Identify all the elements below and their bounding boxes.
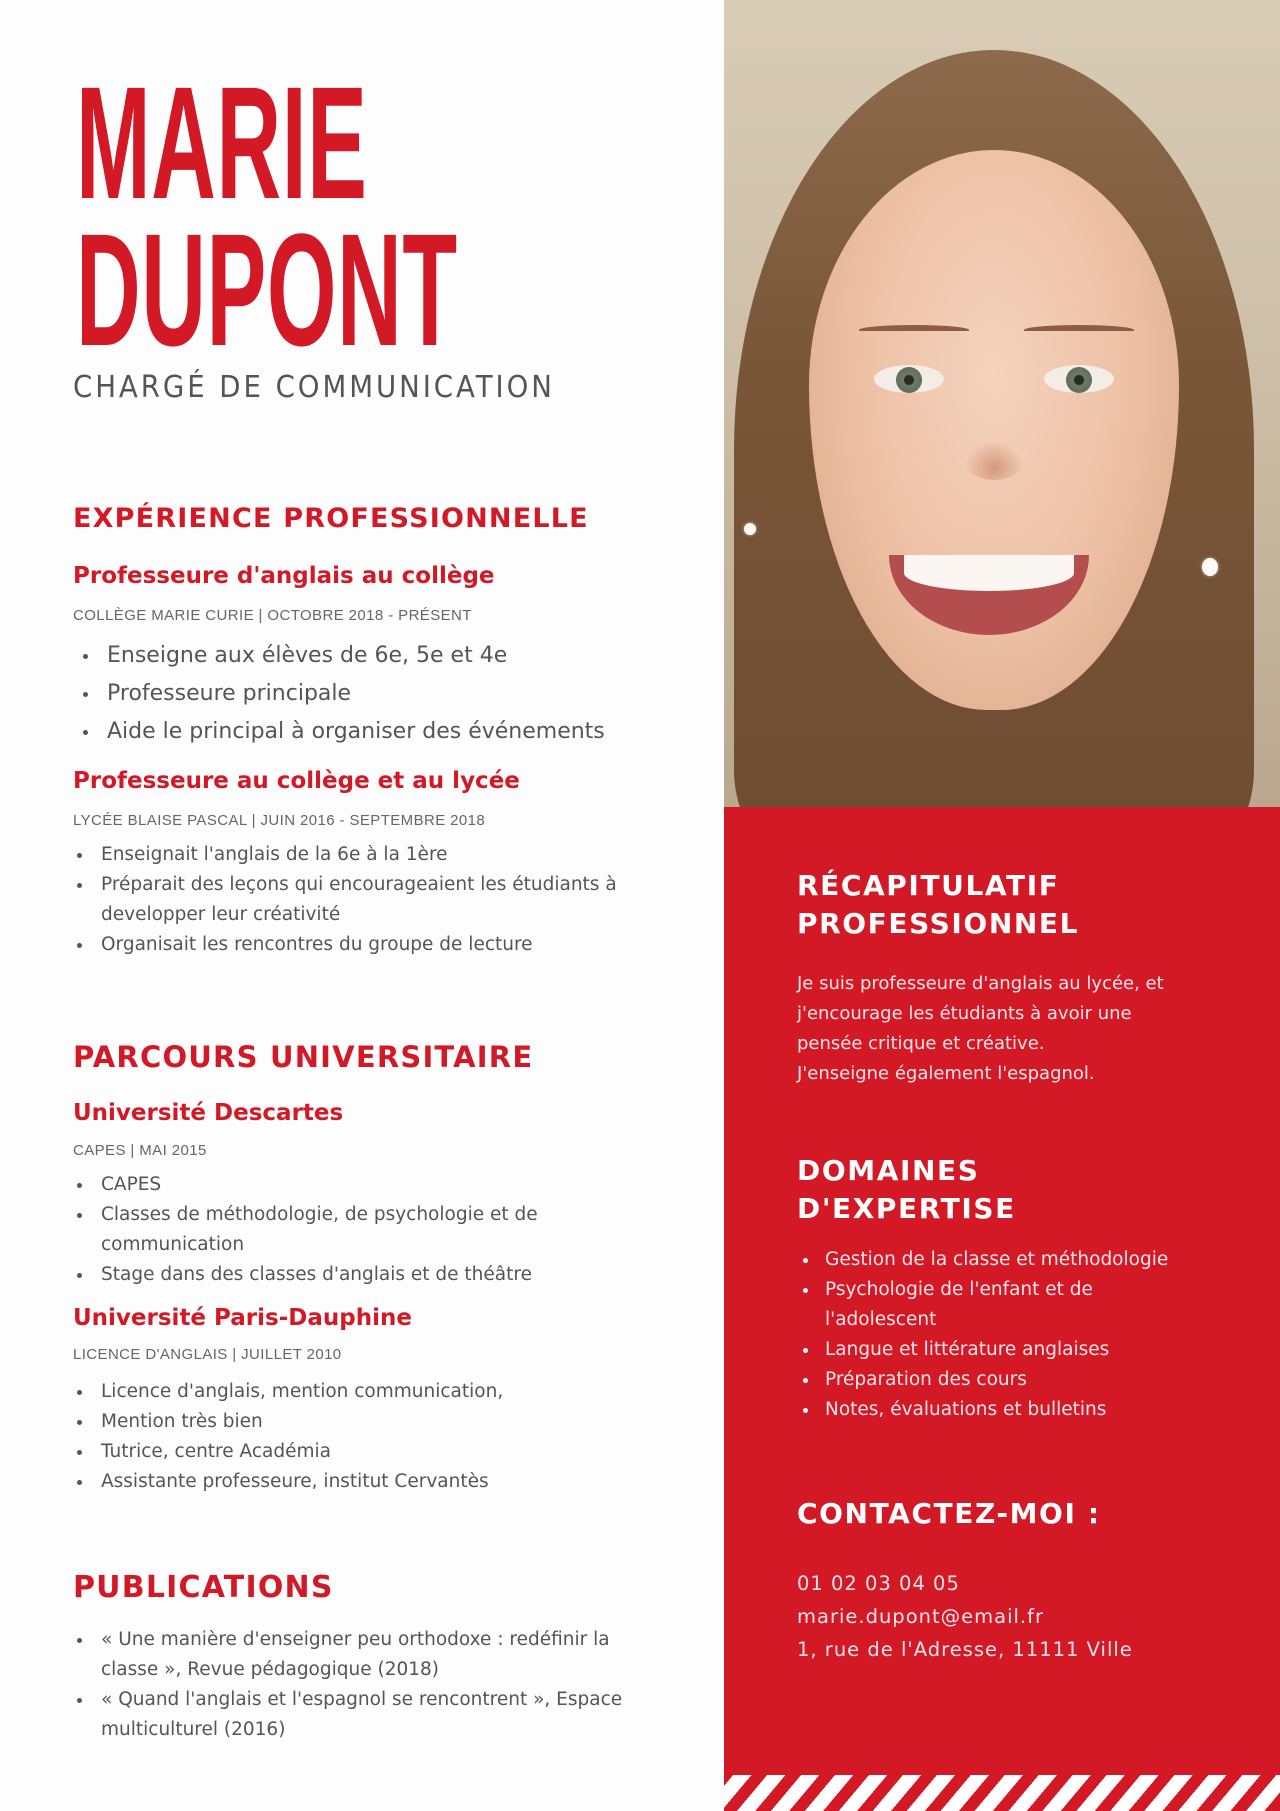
- list-item: Psychologie de l'enfant et de l'adolescent: [825, 1275, 1125, 1335]
- eyebrow-left: [859, 325, 969, 335]
- list-item: Assistante professeure, institut Cervantès: [101, 1467, 661, 1497]
- summary-panel: [724, 807, 1280, 1775]
- list-item: Langue et littérature anglaises: [825, 1335, 1265, 1365]
- decorative-stripes: [724, 1775, 1280, 1811]
- list-item: Enseignait l'anglais de la 6e à la 1ère: [101, 840, 661, 870]
- education-entry-title: Université Paris-Dauphine: [73, 1305, 412, 1331]
- education-bullets: [101, 1170, 661, 1290]
- list-item: Notes, évaluations et bulletins: [825, 1395, 1265, 1425]
- list-item: Préparation des cours: [825, 1365, 1265, 1395]
- section-title-contact: CONTACTEZ-MOI :: [797, 1497, 1101, 1530]
- section-title-experience: EXPÉRIENCE PROFESSIONNELLE: [73, 503, 589, 534]
- list-item: Organisait les rencontres du groupe de lecture: [101, 930, 661, 960]
- summary-text: [797, 969, 1237, 1089]
- section-title-expertise: [797, 1152, 1016, 1228]
- first-name: MARIE: [76, 53, 368, 232]
- section-title-publications: PUBLICATIONS: [73, 1570, 334, 1605]
- portrait-photo: [724, 0, 1280, 807]
- section-title-education: PARCOURS UNIVERSITAIRE: [73, 1040, 534, 1074]
- list-item: Aide le principal à organiser des événements: [107, 713, 707, 751]
- experience-bullets: [107, 637, 707, 751]
- list-item: Stage dans des classes d'anglais et de théâtre: [101, 1260, 661, 1290]
- education-entry-meta: CAPES | MAI 2015: [73, 1142, 207, 1159]
- earring-right: [1202, 558, 1218, 576]
- list-item: Professeure principale: [107, 675, 707, 713]
- list-item: Classes de méthodologie, de psychologie et de communication: [101, 1200, 661, 1260]
- experience-entry-title: Professeure au collège et au lycée: [73, 768, 520, 794]
- earring-left: [744, 523, 756, 535]
- experience-entry-title: Professeure d'anglais au collège: [73, 563, 495, 589]
- experience-section: [73, 503, 673, 534]
- list-item: CAPES: [101, 1170, 661, 1200]
- expertise-list: [825, 1245, 1265, 1425]
- experience-entry-meta: LYCÉE BLAISE PASCAL | JUIN 2016 - SEPTEMBRE 2018: [73, 812, 486, 829]
- list-item: Licence d'anglais, mention communication,: [101, 1377, 661, 1407]
- publications-list: [101, 1625, 661, 1745]
- list-item: « Quand l'anglais et l'espagnol se rencontrent », Espace multiculturel (2016): [101, 1685, 661, 1745]
- summary-text-line: j'encourage les étudiants à avoir une: [797, 1003, 1132, 1024]
- list-item: Enseigne aux élèves de 6e, 5e et 4e: [107, 637, 707, 675]
- education-bullets: [101, 1377, 661, 1497]
- summary-text-line: pensée critique et créative.: [797, 1033, 1045, 1054]
- job-title: CHARGÉ DE COMMUNICATION: [73, 370, 555, 405]
- contact-phone[interactable]: 01 02 03 04 05: [797, 1572, 960, 1595]
- eye-left: [874, 365, 944, 393]
- section-title-summary: [797, 867, 1079, 943]
- nose-shape: [964, 440, 1024, 480]
- last-name: DUPONT: [76, 200, 458, 379]
- summary-title-line: RÉCAPITULATIF: [797, 869, 1060, 902]
- contact-email[interactable]: marie.dupont@email.fr: [797, 1605, 1044, 1628]
- summary-text-line: Je suis professeure d'anglais au lycée, et: [797, 973, 1164, 994]
- contact-address: 1, rue de l'Adresse, 11111 Ville: [797, 1638, 1133, 1661]
- experience-bullets: [101, 840, 661, 960]
- contact-details: [797, 1567, 1133, 1666]
- list-item: « Une manière d'enseigner peu orthodoxe : redéfinir la classe », Revue pédagogique (2018): [101, 1625, 661, 1685]
- summary-title-line: PROFESSIONNEL: [797, 907, 1080, 940]
- list-item: Mention très bien: [101, 1407, 661, 1437]
- summary-text-line: J'enseigne également l'espagnol.: [797, 1063, 1095, 1084]
- expertise-title-line: DOMAINES: [797, 1154, 980, 1187]
- experience-entry-meta: COLLÈGE MARIE CURIE | OCTOBRE 2018 - PRÉSENT: [73, 607, 472, 624]
- list-item: Gestion de la classe et méthodologie: [825, 1245, 1265, 1275]
- education-entry-title: Université Descartes: [73, 1100, 344, 1126]
- list-item: Préparait des leçons qui encourageaient les étudiants à developper leur créativité: [101, 870, 661, 930]
- list-item: Tutrice, centre Académia: [101, 1437, 661, 1467]
- education-entry-meta: LICENCE D'ANGLAIS | JUILLET 2010: [73, 1346, 342, 1363]
- eyebrow-right: [1024, 325, 1134, 335]
- expertise-title-line: D'EXPERTISE: [797, 1192, 1016, 1225]
- eye-right: [1044, 365, 1114, 393]
- sidebar: [724, 0, 1280, 1811]
